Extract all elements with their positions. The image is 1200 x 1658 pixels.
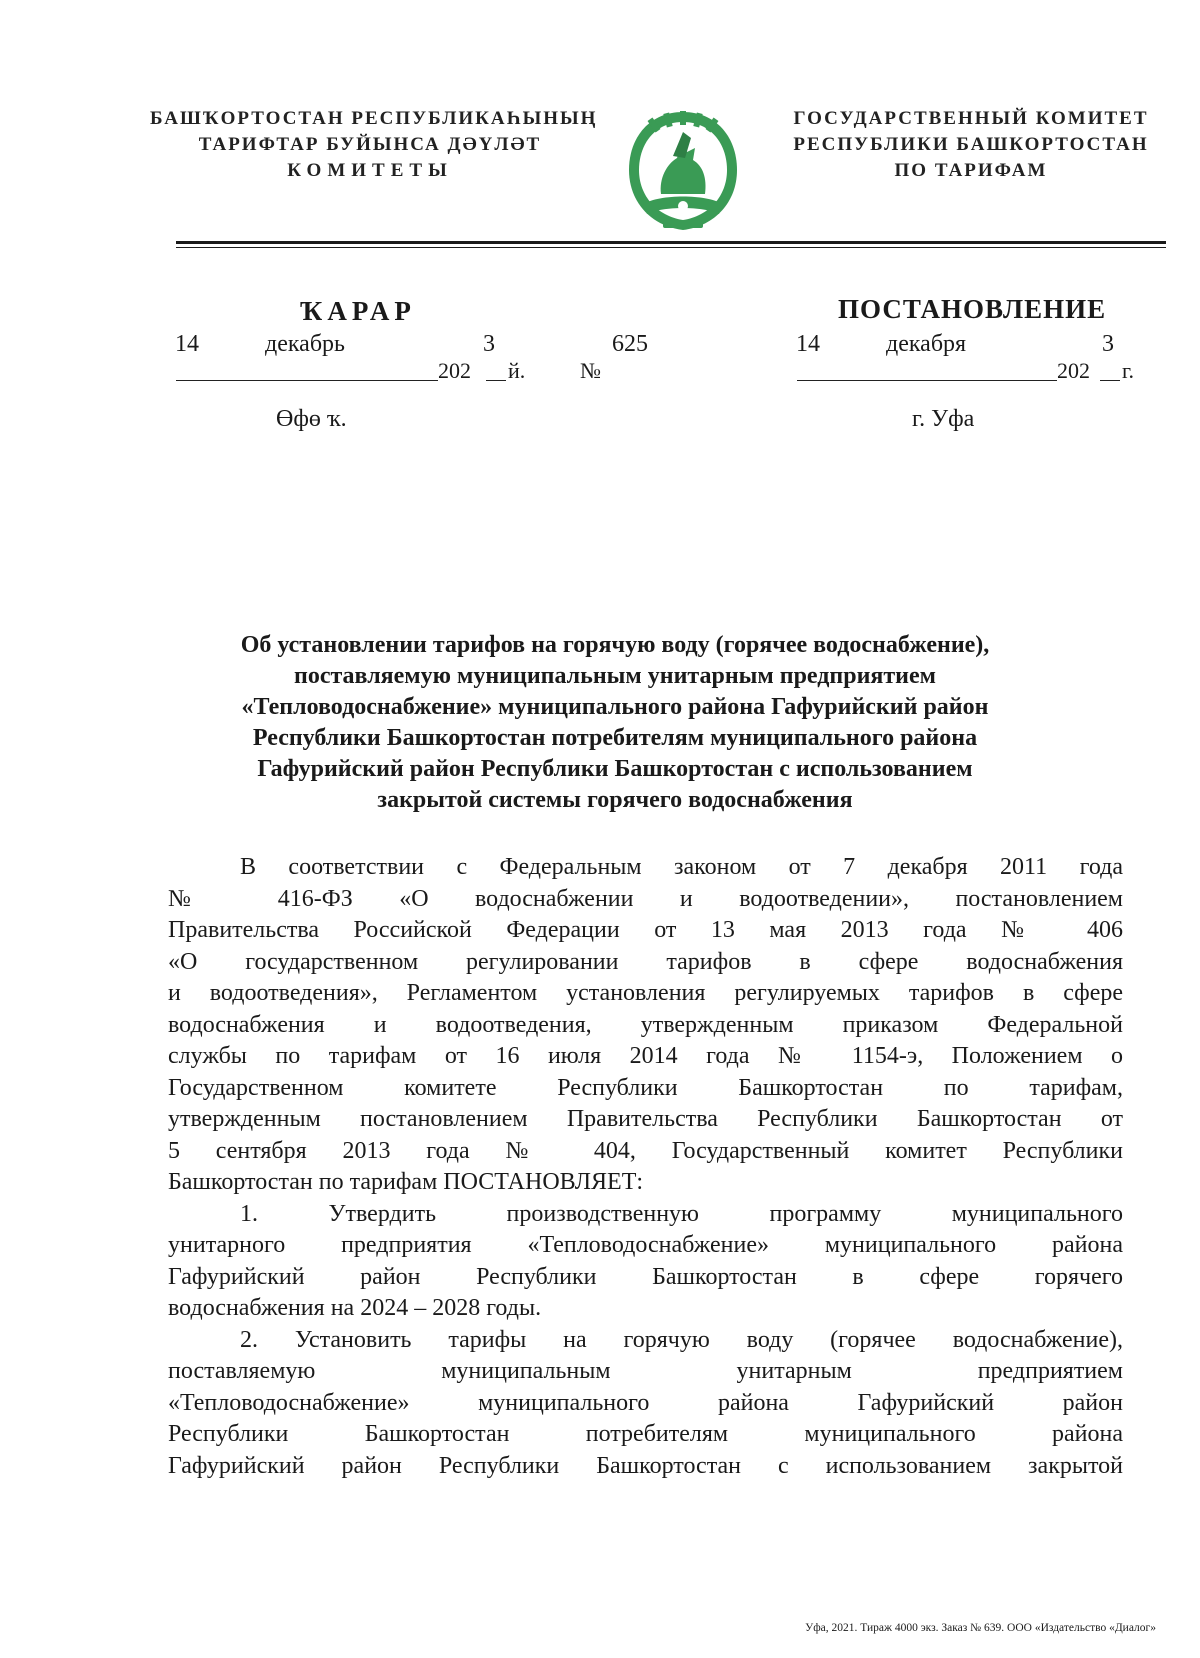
document-title-line-1: Об установлении тарифов на горячую воду (горячее водоснабжение),	[240, 632, 990, 658]
date-russian-month: декабря	[886, 331, 967, 357]
body-line: Башкортостан по тарифам ПОСТАНОВЛЯЕТ:	[168, 1169, 644, 1195]
document-title	[150, 630, 1080, 816]
body-line: Правительства Российской Федерации от 13 мая 2013 года № 406	[168, 917, 1123, 943]
body-line: водоснабжения на 2024 – 2028 годы.	[168, 1295, 542, 1321]
document-title-line-5: Гафурийский район Республики Башкортостан с использованием	[257, 756, 973, 782]
date-bashkir-year-prefix: 202	[438, 358, 471, 383]
body-line: Гафурийский район Республики Башкортостан в сфере горячего	[168, 1263, 1123, 1290]
header-russian-line-2: РЕСПУБЛИКИ БАШКОРТОСТАН	[793, 134, 1149, 155]
date-bashkir-month: декабрь	[265, 331, 345, 357]
date-bashkir-year-suffix: й.	[508, 358, 526, 383]
date-russian-year-prefix: 202	[1057, 358, 1090, 383]
body-line: поставляемую муниципальным унитарным предприятием	[168, 1358, 1123, 1384]
body-line: 1. Утвердить производственную программу муниципального	[240, 1200, 1123, 1227]
body-line: В соответствии с Федеральным законом от 7 декабря 2011 года	[240, 854, 1123, 880]
body-line: 2. Установить тарифы на горячую воду (горячее водоснабжение),	[240, 1326, 1123, 1353]
date-russian-year-suffix: г.	[1122, 358, 1135, 383]
date-russian-year-digit: 3	[1102, 331, 1114, 357]
body-line: утвержденным постановлением Правительства Республики Башкортостан от	[168, 1106, 1123, 1132]
document-title-line-4: Республики Башкортостан потребителям муниципального района	[252, 725, 978, 751]
date-bashkir-day: 14	[175, 331, 199, 357]
body-line: службы по тарифам от 16 июля 2014 года № 1154-э, Положением о	[168, 1043, 1123, 1069]
body-line: Государственном комитете Республики Башкортостан по тарифам,	[168, 1074, 1123, 1101]
body-line: и водоотведения», Регламентом установления регулируемых тарифов в сфере	[168, 980, 1123, 1006]
city-russian: г. Уфа	[912, 406, 975, 432]
header-bashkir-line-2: ТАРИФТАР БУЙЫНСА ДӘҮЛӘТ	[198, 134, 542, 155]
date-bashkir-number-sign: №	[580, 358, 601, 383]
body-line: водоснабжения и водоотведения, утвержденным приказом Федеральной	[168, 1011, 1123, 1038]
header-divider-thin	[176, 247, 1166, 248]
date-russian-day: 14	[796, 331, 820, 357]
date-russian-underline	[797, 380, 1057, 381]
header-bashkir-line-1: БАШҠОРТОСТАН РЕСПУБЛИКАҺЫНЫҢ	[150, 108, 598, 129]
date-bashkir-underline	[176, 380, 438, 381]
body-line: «Тепловодоснабжение» муниципального района Гафурийский район	[168, 1389, 1123, 1416]
header-russian	[776, 106, 1166, 184]
date-russian-year-blank	[1100, 380, 1120, 381]
date-bashkir-year-digit: 3	[483, 331, 495, 357]
date-bashkir-number: 625	[612, 331, 648, 357]
body-line: № 416-ФЗ «О водоснабжении и водоотведении», постановлением	[168, 885, 1123, 912]
body-line: 5 сентября 2013 года № 404, Государственный комитет Республики	[168, 1137, 1123, 1164]
doc-type-bashkir: ҠАРАР	[300, 296, 416, 326]
print-imprint: Уфа, 2021. Тираж 4000 экз. Заказ № 639. ООО «Издательство «Диалог»	[805, 1622, 1156, 1634]
document-title-line-2: поставляемую муниципальным унитарным предприятием	[293, 663, 937, 689]
body-line: Республики Башкортостан потребителям муниципального района	[168, 1421, 1123, 1447]
document-title-line-6: закрытой системы горячего водоснабжения	[377, 787, 853, 813]
header-divider-thick	[176, 241, 1166, 244]
date-bashkir-year-blank	[486, 380, 506, 381]
header-bashkir	[150, 106, 598, 184]
city-bashkir: Өфө ҡ.	[276, 406, 347, 432]
header-russian-line-1: ГОСУДАРСТВЕННЫЙ КОМИТЕТ	[793, 108, 1149, 129]
bashkortostan-coat-of-arms-icon	[621, 108, 745, 234]
header-russian-line-3: ПО ТАРИФАМ	[894, 160, 1048, 181]
document-body	[168, 852, 1123, 1482]
header-bashkir-line-3: КОМИТЕТЫ	[287, 160, 453, 181]
document-title-line-3: «Тепловодоснабжение» муниципального района Гафурийский район	[241, 694, 989, 720]
body-line: унитарного предприятия «Тепловодоснабжение» муниципального района	[168, 1232, 1123, 1258]
doc-type-russian: ПОСТАНОВЛЕНИЕ	[838, 294, 1107, 324]
body-line: «О государственном регулировании тарифов в сфере водоснабжения	[168, 948, 1123, 975]
body-line: Гафурийский район Республики Башкортостан с использованием закрытой	[168, 1452, 1123, 1479]
